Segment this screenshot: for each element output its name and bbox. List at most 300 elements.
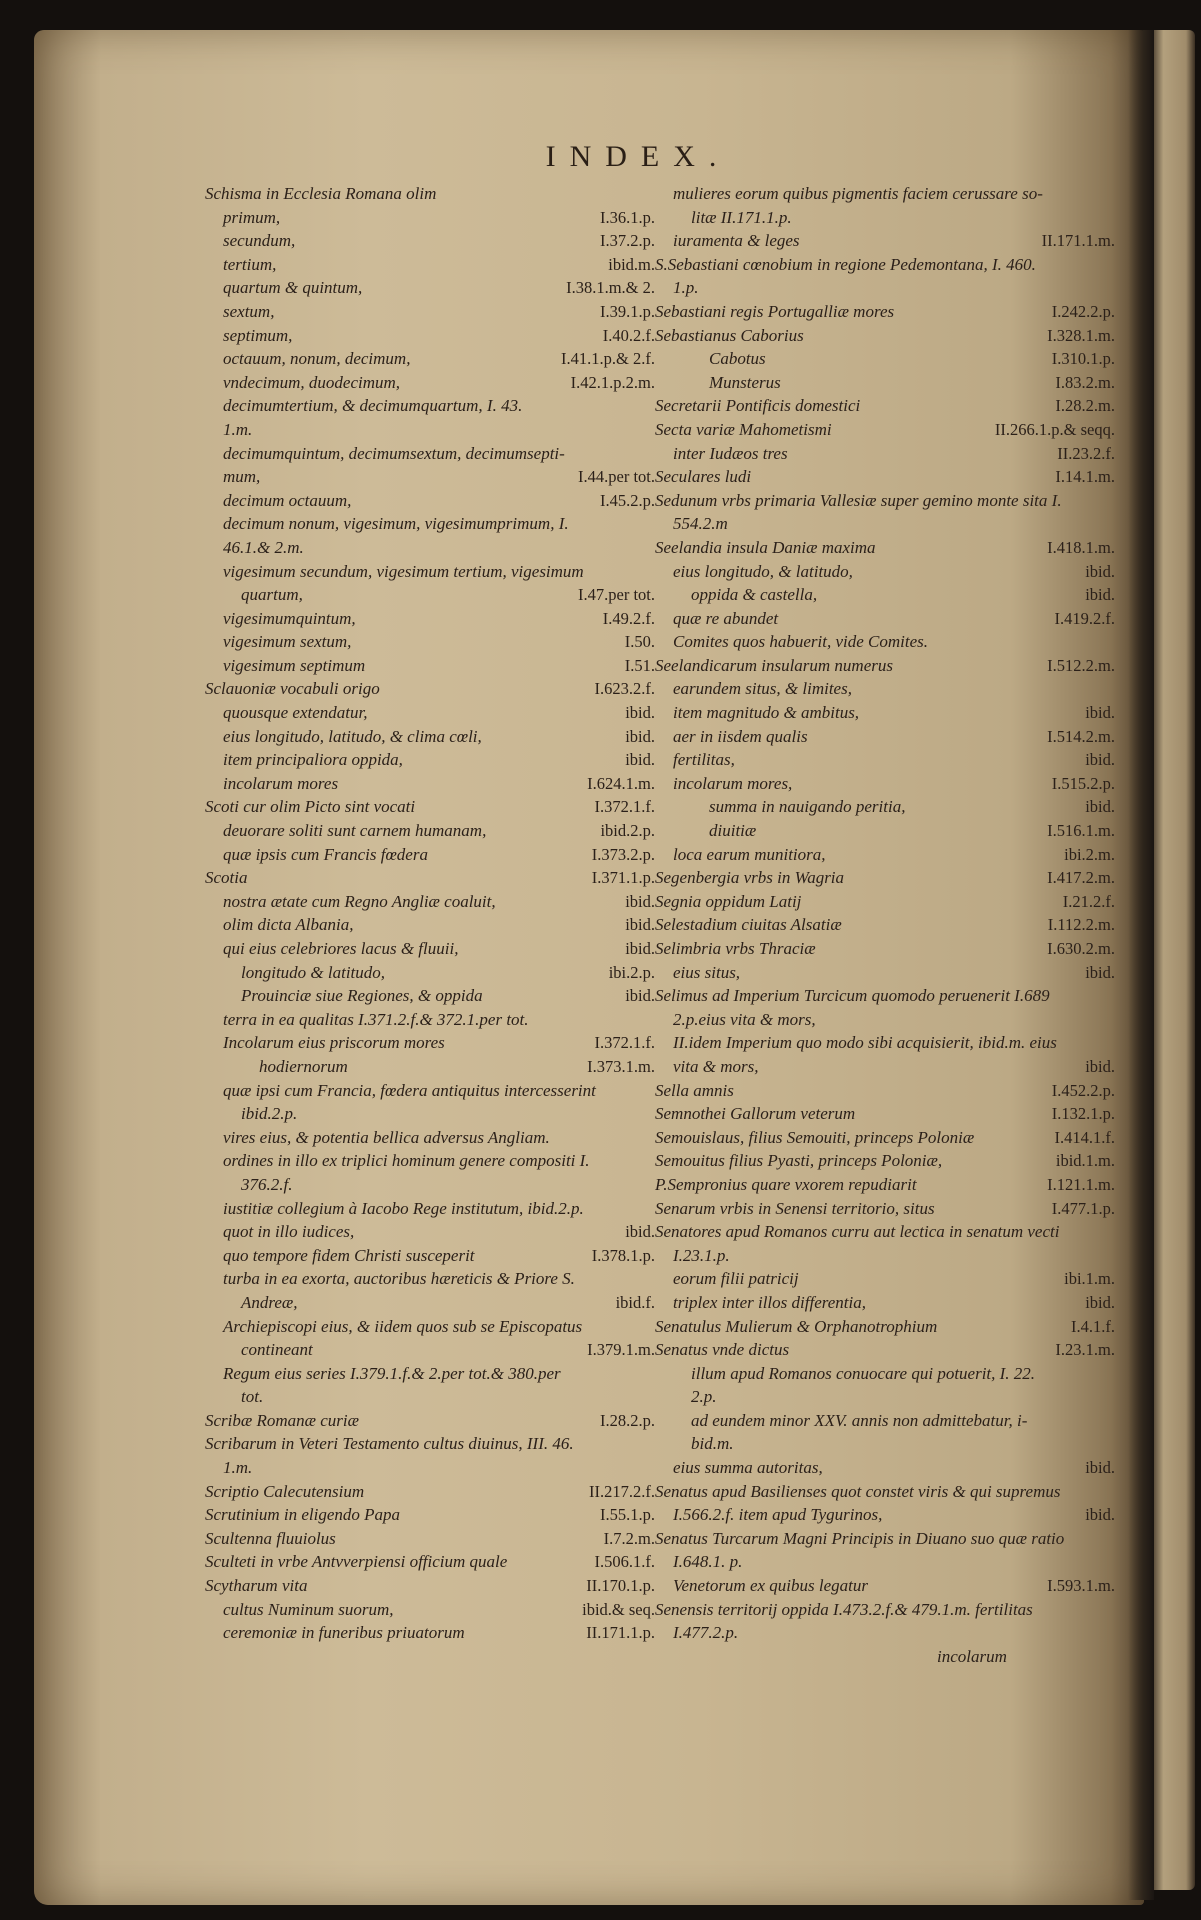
index-entry [655,442,1115,466]
index-entry-text: octauum, nonum, decimum, [223,349,411,369]
index-entry [655,677,1105,701]
index-entry-reference: I.50. [624,632,655,652]
index-entry-text: summa in nauigando peritia, [709,797,906,817]
adjacent-page-edge [1150,30,1195,1890]
index-entry-text: Seelandia insula Daniæ maxima [655,537,876,557]
index-entry-text: Venetorum ex quibus legatur [673,1576,868,1596]
index-entry-reference: ibid. [1085,703,1115,723]
index-entry-text: illum apud Romanos conuocare qui potuerit, I. 22. [691,1363,1036,1383]
index-entry-reference: I.121.1.m. [1047,1174,1115,1194]
index-entry [655,1645,1105,1669]
index-entry [655,1362,1105,1386]
index-entry [205,300,655,324]
index-entry-reference: I.506.1.f. [594,1552,655,1572]
index-entry-text: mulieres eorum quibus pigmentis faciem cerussare so- [673,184,1043,203]
index-entry-text: aer in iisdem qualis [673,726,808,746]
index-entry-text: Semouitus filius Pyasti, princeps Poloniæ, [655,1151,943,1171]
index-entry-reference: I.417.2.m. [1047,868,1115,888]
index-entry [655,253,1105,277]
index-entry-text: Senatus vnde dictus [655,1340,790,1360]
index-entry-text: vndecimum, duodecimum, [223,372,401,392]
index-entry [205,1291,655,1315]
index-entry-reference: ibid. [1085,1458,1115,1478]
index-entry-reference: I.328.1.m. [1047,325,1115,345]
index-entry-text: Sculteti in vrbe Antvverpiensi officium quale [205,1552,508,1572]
index-entry-reference: ibid. [625,1222,655,1242]
index-entry-text: Scribarum in Veteri Testamento cultus diuinus, III. 46. [205,1434,574,1454]
index-entry-text: Scoti cur olim Picto sint vocati [205,797,416,817]
index-entry-text: Senarum vrbis in Senensi territorio, situs [655,1198,935,1218]
page-title: INDEX. [545,140,731,173]
index-entry-reference: I.28.2.m. [1055,396,1115,416]
index-entry [655,1315,1115,1339]
index-entry-text: item magnitudo & ambitus, [673,703,860,723]
index-entry-reference: I.55.1.p. [600,1505,655,1525]
index-entry-reference: II.170.1.p. [586,1576,655,1596]
index-entry [655,1126,1115,1150]
index-entry [655,347,1115,371]
index-entry [655,394,1115,418]
index-entry-text: eius situs, [673,962,741,982]
index-entry-reference: ibid. [625,750,655,770]
index-entry [655,1385,1105,1409]
index-entry-reference: ibi.2.m. [1064,844,1115,864]
index-entry-reference: ibid. [625,726,655,746]
index-entry-reference: I.514.2.m. [1047,726,1115,746]
index-entry-text: tot. [241,1387,264,1407]
index-entry [655,725,1115,749]
index-entry [205,1621,655,1645]
index-entry [205,1102,655,1126]
index-entry-text: 554.2.m [673,514,728,534]
index-entry [205,748,655,772]
index-entry-text: 2.p. [691,1387,717,1407]
index-entry-reference: I.83.2.m. [1055,372,1115,392]
index-entry [205,1173,655,1197]
index-entry-reference: I.516.1.m. [1047,821,1115,841]
index-entry [205,583,655,607]
index-entry-text: Prouinciæ siue Regiones, & oppida [241,986,483,1006]
index-entry-text: eius longitudo, & latitudo, [673,561,853,581]
index-entry [655,1244,1105,1268]
index-entry-text: Semnothei Gallorum veterum [655,1104,856,1124]
index-entry-text: septimum, [223,325,293,345]
index-entry-text: fertilitas, [673,750,735,770]
index-entry [655,1267,1115,1291]
index-entry-text: 1.p. [673,278,699,298]
index-entry-text: Schisma in Ecclesia Romana olim [205,184,437,203]
index-entry-text: ceremoniæ in funeribus priuatorum [223,1623,465,1643]
index-entry-text: 1.m. [223,419,253,439]
index-entry-text: earundem situs, & limites, [673,679,852,699]
index-entry-reference: I.242.2.p. [1051,301,1115,321]
index-entry [205,1055,655,1079]
index-entry-text: quo tempore fidem Christi susceperit [223,1245,475,1265]
index-entry-text: Semouislaus, filius Semouiti, princeps Poloniæ [655,1127,975,1147]
index-entry-reference: I.452.2.p. [1051,1080,1115,1100]
index-entry-text: P.Sempronius quare vxorem repudiarit [655,1174,917,1194]
index-entry [655,843,1115,867]
index-entry-reference: I.414.1.f. [1054,1127,1115,1147]
index-entry-text: contineant [241,1340,313,1360]
index-entry [205,206,655,230]
index-entry-text: Selimus ad Imperium Turcicum quomodo peruenerit I.689 [655,986,1050,1006]
index-entry-reference: I.373.2.p. [591,844,655,864]
index-entry-reference: I.28.2.p. [600,1410,655,1430]
index-entry-reference: ibid. [1085,561,1115,581]
index-entry [655,1055,1115,1079]
index-entry-text: loca earum munitiora, [673,844,826,864]
index-entry-reference: I.7.2.m. [603,1528,655,1548]
index-entry-reference: I.49.2.f. [602,608,655,628]
index-entry [205,677,655,701]
index-entry [205,1432,655,1456]
index-entry-reference: ibid.m. [608,254,655,274]
index-entry [655,1480,1105,1504]
index-entry-text: 376.2.f. [241,1174,293,1194]
index-entry-reference: ibid. [1085,1056,1115,1076]
index-entry-text: Senatus apud Basilienses quot constet viris & qui supremus [655,1481,1061,1501]
index-entry-reference: ibid. [625,939,655,958]
index-entry [655,654,1115,678]
index-entry-reference: I.419.2.f. [1054,608,1115,628]
index-entry-text: deuorare soliti sunt carnem humanam, [223,821,487,841]
index-entry-reference: I.477.1.p. [1051,1198,1115,1218]
index-entry-text: Segenbergia vrbs in Wagria [655,868,845,888]
index-entry-reference: II.171.1.p. [586,1623,655,1643]
index-entry-text: Incolarum eius priscorum mores [223,1033,445,1053]
index-entry-reference: I.42.1.p.2.m. [570,372,655,392]
index-entry-reference: ibid.& seq. [582,1599,655,1619]
index-entry [205,890,655,914]
index-entry [205,347,655,371]
index-entry-text: quartum & quintum, [223,278,363,298]
index-entry-reference: I.378.1.p. [591,1245,655,1265]
index-entry-text: Senatulus Mulierum & Orphanotrophium [655,1316,938,1336]
index-entry-reference: ibid. [1085,797,1115,817]
index-entry-text: mum, [223,467,261,487]
index-entry [655,1079,1115,1103]
index-entry [655,866,1115,890]
index-entry-text: quæ ipsis cum Francis fœdera [223,844,428,864]
index-entry [655,890,1115,914]
index-entry-text: ad eundem minor XXV. annis non admittebatur, i- [691,1410,1028,1430]
index-entry-reference: II.266.1.p.& seqq. [994,419,1115,439]
index-entry-reference: I.379.1.m. [587,1340,655,1360]
index-entry-text: Sedunum vrbs primaria Vallesiæ super gemino monte sita I. [655,490,1062,510]
index-entry-text: nostra ætate cum Regno Angliæ coaluit, [223,891,496,911]
index-entry-reference: ibi.2.p. [608,962,655,982]
index-entry [205,229,655,253]
index-entry-reference: II.23.2.f. [1057,443,1115,463]
index-entry-reference: I.515.2.p. [1051,773,1115,793]
index-entry [205,1008,655,1032]
index-entry-text: quot in illo iudices, [223,1222,355,1242]
index-entry [655,1008,1105,1032]
index-entry-reference: I.45.2.p. [600,490,655,510]
index-entry [205,913,655,937]
index-entry [655,937,1115,961]
index-entry [205,1267,655,1291]
index-entry [655,206,1105,230]
index-entry-reference: I.39.1.p. [600,301,655,321]
index-entry-text: tertium, [223,254,277,274]
index-entry [205,1079,655,1103]
index-entry-text: vigesimum septimum [223,655,366,675]
index-entry [655,607,1115,631]
index-entry [655,371,1115,395]
index-entry [205,1480,655,1504]
index-entry-text: Scultenna fluuiolus [205,1528,336,1548]
index-entry [655,1338,1115,1362]
index-entry [205,1574,655,1598]
index-entry-text: hodiernorum [259,1056,348,1076]
index-entry-reference: I.372.1.f. [594,797,655,817]
index-entry [205,937,655,961]
index-entry-text: Senatores apud Romanos curru aut lectica in senatum vecti [655,1222,1060,1242]
index-entry-reference: I.132.1.p. [1051,1104,1115,1124]
index-entry [205,394,655,418]
index-entry-text: triplex inter illos differentia, [673,1292,866,1312]
index-entry-text: decimum nonum, vigesimum, vigesimumprimum, I. [223,514,569,534]
index-entry [655,913,1115,937]
index-entry-text: vigesimum secundum, vigesimum tertium, vigesimum [223,561,584,581]
index-entry-reference: I.418.1.m. [1047,537,1115,557]
index-entry-reference: I.41.1.p.& 2.f. [561,349,655,369]
index-entry-text: qui eius celebriores lacus & fluuii, [223,939,459,958]
index-entry-text: incolarum [937,1646,1007,1666]
index-entry [205,371,655,395]
index-entry [205,182,655,206]
index-entry-text: 2.p.eius vita & mors, [673,1009,816,1029]
index-entry [655,512,1105,536]
index-entry-text: vires eius, & potentia bellica adversus Angliam. [223,1127,550,1147]
index-entry-reference: I.630.2.m. [1047,939,1115,958]
index-entry-text: Seculares ludi [655,467,752,487]
index-entry [205,725,655,749]
index-entry-text: Scriptio Calecutensium [205,1481,365,1501]
index-entry [655,182,1105,206]
index-entry-text: inter Iudæos tres [673,443,788,463]
index-entry-reference: ibid. [1085,1505,1115,1525]
index-entry-text: Segnia oppidum Latij [655,891,802,911]
index-entry [205,324,655,348]
index-entry-text: vigesimum sextum, [223,632,352,652]
index-entry-text: Archiepiscopi eius, & iidem quos sub se Episcopatus [223,1316,583,1336]
index-entry-text: litæ II.171.1.p. [691,207,792,227]
index-entry-text: I.477.2.p. [673,1623,739,1643]
index-entry [205,418,655,442]
index-entry [205,1409,655,1433]
index-entry [655,961,1115,985]
index-entry-text: olim dicta Albania, [223,915,354,935]
index-entry-text: item principaliora oppida, [223,750,403,770]
index-entry [205,1503,655,1527]
index-entry-text: decimumquintum, decimumsextum, decimumsepti- [223,443,565,463]
index-entry-text: Secretarii Pontificis domestici [655,396,861,416]
index-entry-text: I.566.2.f. item apud Tygurinos, [673,1505,883,1525]
index-entry [205,843,655,867]
index-entry [205,1527,655,1551]
index-entry-reference: ibid. [1085,585,1115,605]
index-entry [205,1550,655,1574]
index-entry [205,253,655,277]
index-entry [205,512,655,536]
index-entry [205,560,655,584]
left-index-column [205,182,655,1645]
index-entry-text: S.Sebastiani cœnobium in regione Pedemontana, I. 460. [655,254,1036,274]
index-entry-reference: I.38.1.m.& 2. [566,278,655,298]
index-entry [655,583,1115,607]
index-entry [655,1550,1105,1574]
index-entry [205,465,655,489]
index-entry-reference: ibid. [625,703,655,723]
index-entry [205,795,655,819]
index-entry [655,1102,1115,1126]
index-entry-text: longitudo & latitudo, [241,962,386,982]
index-entry-text: Scotia [205,868,248,888]
index-entry-text: iustitiæ collegium à Iacobo Rege institutum, ibid.2.p. [223,1198,584,1218]
index-entry-reference: I.44.per tot. [578,467,655,487]
index-entry [205,1244,655,1268]
index-entry-reference: I.36.1.p. [600,207,655,227]
index-entry [205,1456,655,1480]
index-entry-text: Scytharum vita [205,1576,308,1596]
index-entry-text: Andreæ, [241,1292,298,1312]
index-entry [655,1574,1115,1598]
index-entry-text: Scribæ Romanæ curiæ [205,1410,359,1430]
index-entry [655,701,1115,725]
index-entry-reference: I.4.1.f. [1071,1316,1115,1336]
index-entry-text: vita & mors, [673,1056,759,1076]
index-entry-reference: ibid. [1085,1292,1115,1312]
index-entry-reference: ibid. [625,986,655,1006]
index-entry [655,772,1115,796]
index-entry-text: ordines in illo ex triplici hominum genere compositi I. [223,1151,590,1171]
index-entry-text: Selestadium ciuitas Alsatiæ [655,915,842,935]
index-entry-reference: II.217.2.f. [589,1481,655,1501]
index-entry-text: I.23.1.p. [673,1245,730,1265]
index-entry-reference: ibid. [625,891,655,911]
index-entry [655,984,1105,1008]
index-entry [205,1220,655,1244]
index-entry [205,1598,655,1622]
index-entry-reference: I.371.1.p. [591,868,655,888]
index-entry [655,1621,1105,1645]
index-entry [205,1362,655,1386]
index-entry-reference: I.623.2.f. [594,679,655,699]
index-entry-reference: ibid. [625,915,655,935]
index-entry-text: Selimbria vrbs Thraciæ [655,939,816,958]
index-entry [205,1385,655,1409]
index-entry-text: turba in ea exorta, auctoribus hæreticis & Priore S. [223,1269,575,1289]
index-entry-reference: ibid.1.m. [1055,1151,1115,1171]
index-entry-reference: I.14.1.m. [1055,467,1115,487]
index-entry [205,819,655,843]
index-entry [655,229,1115,253]
index-entry-text: Secta variæ Mahometismi [655,419,832,439]
index-entry-reference: ibid.f. [615,1292,655,1312]
index-entry [655,300,1115,324]
index-entry-text: 1.m. [223,1458,253,1478]
index-entry-reference: I.21.2.f. [1062,891,1115,911]
index-entry-text: diuitiæ [709,821,757,841]
index-entry-text: Sebastiani regis Portugalliæ mores [655,301,895,321]
index-entry-text: decimumtertium, & decimumquartum, I. 43. [223,396,523,416]
index-entry-reference: I.372.1.f. [594,1033,655,1053]
index-entry-reference: I.512.2.m. [1047,655,1115,675]
index-entry-text: eorum filii patricij [673,1269,799,1289]
index-entry [205,1126,655,1150]
index-entry-text: 46.1.& 2.m. [223,537,304,557]
index-entry [655,819,1115,843]
index-entry-reference: II.171.1.m. [1041,231,1115,251]
right-index-column [655,182,1115,1668]
index-entry [205,276,655,300]
index-entry-text: Seelandicarum insularum numerus [655,655,893,675]
index-entry [205,1031,655,1055]
index-entry-text: Regum eius series I.379.1.f.& 2.per tot.& 380.per [223,1363,561,1383]
index-entry-text: sextum, [223,301,275,321]
index-entry [205,442,655,466]
index-entry-reference: I.624.1.m. [587,773,655,793]
index-entry [655,795,1115,819]
index-entry-text: quæ re abundet [673,608,779,628]
index-entry [655,465,1115,489]
index-entry [655,1598,1105,1622]
index-entry-text: Senatus Turcarum Magni Principis in Diuano suo quæ ratio [655,1528,1065,1548]
index-entry-reference: I.373.1.m. [587,1056,655,1076]
index-entry [655,1432,1105,1456]
index-entry [655,276,1105,300]
index-entry-reference: I.23.1.m. [1055,1340,1115,1360]
index-entry-text: Cabotus [709,349,766,369]
index-entry-reference: ibi.1.m. [1064,1269,1115,1289]
index-entry-text: ibid.2.p. [241,1104,298,1124]
index-entry [205,536,655,560]
index-entry-text: oppida & castella, [691,585,818,605]
index-entry [205,1315,655,1339]
index-entry-reference: ibid. [1085,962,1115,982]
index-entry-text: vigesimumquintum, [223,608,356,628]
index-entry [205,701,655,725]
index-entry-text: quartum, [241,585,303,605]
index-entry-text: II.idem Imperium quo modo sibi acquisierit, ibid.m. eius [673,1033,1057,1053]
index-entry-text: primum, [223,207,281,227]
index-entry [655,630,1105,654]
index-entry-text: Senensis territorij oppida I.473.2.f.& 479.1.m. fertilitas [655,1599,1033,1619]
index-entry-text: Sclauoniæ vocabuli origo [205,679,380,699]
index-entry [205,1149,655,1173]
index-entry-text: incolarum mores [223,773,339,793]
index-entry [655,1220,1105,1244]
index-entry [655,748,1115,772]
book-gutter [1128,30,1154,1900]
index-entry-text: iuramenta & leges [673,231,800,251]
index-entry [655,1031,1105,1055]
index-entry [655,1409,1105,1433]
index-entry-reference: I.593.1.m. [1047,1576,1115,1596]
index-entry [655,1149,1115,1173]
index-entry [655,1197,1115,1221]
index-entry-reference: I.310.1.p. [1051,349,1115,369]
index-entry [655,1503,1115,1527]
index-entry [205,654,655,678]
index-entry [655,560,1115,584]
index-entry [205,961,655,985]
index-entry [655,1291,1115,1315]
index-entry-reference: ibid.2.p. [600,821,655,841]
